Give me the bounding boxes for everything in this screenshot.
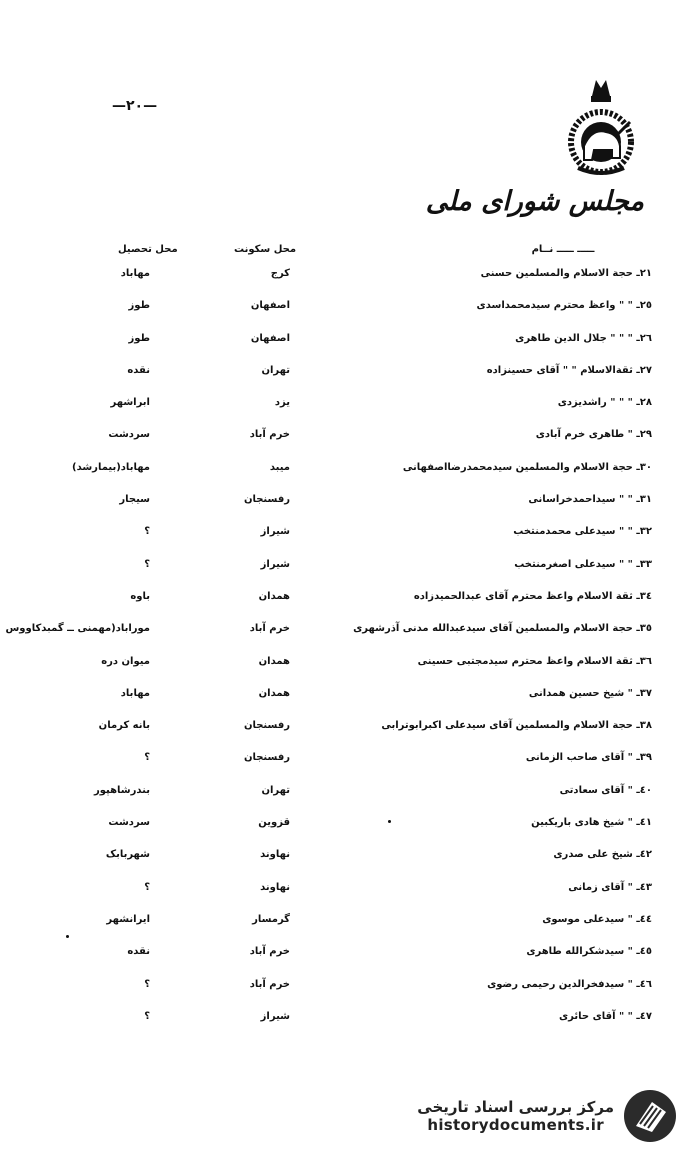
row-place: رفسنجان — [243, 720, 290, 732]
row-study: میوان دره — [101, 655, 150, 667]
table-row — [0, 746, 690, 778]
row-study: ؟ — [144, 1010, 150, 1022]
row-study: نقده — [127, 364, 150, 376]
watermark-url: historydocuments.ir — [427, 1116, 604, 1134]
row-name: ٣٩ـ " آقای صاحب الزمانی — [525, 752, 652, 764]
table-row — [0, 714, 690, 746]
row-place: همدان — [258, 687, 290, 699]
table-row — [0, 908, 690, 940]
row-place: نهاوند — [260, 881, 290, 893]
table-row — [0, 423, 690, 455]
row-place: تهران — [261, 784, 290, 796]
row-place: قزوین — [258, 817, 290, 829]
row-place: اصفهان — [250, 332, 290, 344]
row-name: ٣٢ـ " " سیدعلی محمدمنتخب — [513, 526, 652, 538]
row-name: ٢٩ـ " طاهری خرم آبادی — [535, 429, 652, 441]
row-place: خرم آباد — [249, 978, 290, 990]
column-header-place: محل سکونت — [234, 244, 297, 255]
row-place: رفسنجان — [243, 752, 290, 764]
table-row — [0, 294, 690, 326]
row-study: سردشت — [108, 817, 150, 829]
row-name: ٢٧ـ ثقةالاسلام " " آقای حسینزاده — [486, 364, 652, 376]
row-study: بانه کرمان — [98, 720, 150, 732]
row-name: ٣١ـ " " سیداحمدخراسانی — [528, 494, 652, 506]
row-place: کرج — [270, 268, 290, 279]
row-study: ابراشهر — [110, 397, 150, 409]
table-row — [0, 843, 690, 875]
table-row — [0, 520, 690, 552]
row-study: سیجار — [119, 494, 150, 506]
table-row — [0, 1005, 690, 1037]
table-row — [0, 617, 690, 649]
row-name: ٢٦ـ " " " جلال الدین طاهری — [515, 332, 652, 344]
row-place: شیراز — [260, 526, 290, 538]
watermark-org-name: مرکز بررسی اسناد تاریخی — [417, 1098, 614, 1116]
row-place: یزد — [274, 397, 290, 409]
table-row — [0, 456, 690, 488]
table-row — [0, 391, 690, 423]
row-name: ٤٠ـ " آقای سعادتی — [559, 784, 652, 796]
row-place: شیراز — [260, 558, 290, 570]
row-study: مهاباد — [120, 687, 150, 699]
column-header-study: محل تحصیل — [118, 244, 178, 255]
table-row — [0, 876, 690, 908]
row-name: ٣٣ـ " " سیدعلی اصغرمنتخب — [514, 558, 652, 570]
row-study: طوز — [128, 332, 150, 344]
row-name: ٢٥ـ " " واعظ محترم سیدمحمداسدی — [476, 300, 652, 312]
row-study: ؟ — [144, 526, 150, 538]
parliament-heading: مجلس شورای ملی — [425, 186, 644, 217]
row-place: رفسنجان — [243, 494, 290, 506]
table-row — [0, 973, 690, 1005]
row-place: همدان — [258, 655, 290, 667]
table-row — [0, 940, 690, 972]
table-row — [0, 262, 690, 294]
row-name: ٣٦ـ ثقة الاسلام واعظ محترم سیدمجتبی حسینی — [417, 655, 652, 667]
column-header-names: ـــــ ـــــ نــام — [531, 244, 595, 255]
table-row — [0, 682, 690, 714]
row-name: ٤٢ـ شیخ علی صدری — [553, 849, 652, 861]
row-name: ٣٥ـ حجة الاسلام والمسلمین آقای سیدعبدالله مدنی آذرشهری — [353, 623, 652, 635]
lion-and-sun-emblem-icon — [562, 74, 640, 180]
row-study: ایرانشهر — [106, 913, 150, 925]
row-name: ٣٧ـ " شیخ حسین همدانی — [528, 687, 652, 699]
row-place: نهاوند — [260, 849, 290, 861]
row-study: مهاباد(بیمارشد) — [72, 461, 150, 473]
row-place: شیراز — [260, 1010, 290, 1022]
table-row — [0, 811, 690, 843]
table-row — [0, 488, 690, 520]
row-study: ؟ — [144, 752, 150, 764]
row-name: ٤٦ـ " سیدفخرالدین رحیمی رضوی — [487, 978, 652, 990]
row-place: خرم آباد — [249, 429, 290, 441]
row-name: ٤٣ـ " آقای زمانی — [568, 881, 652, 893]
row-study: شهربابک — [105, 849, 150, 861]
row-study: ؟ — [144, 558, 150, 570]
row-name: ٣٠ـ حجة الاسلام والمسلمین سیدمحمدرضااصفهانی — [402, 461, 652, 473]
archive-logo-icon — [622, 1088, 678, 1144]
row-study: مهاباد — [120, 268, 150, 279]
table-row — [0, 359, 690, 391]
stray-dot — [66, 935, 69, 938]
names-table — [0, 262, 690, 1037]
row-place: تهران — [261, 364, 290, 376]
table-row — [0, 650, 690, 682]
row-study: سردشت — [108, 429, 150, 441]
row-name: ٣٨ـ حجة الاسلام والمسلمین آقای سیدعلی اکبرابوترابی — [381, 720, 652, 732]
row-place: خرم آباد — [249, 623, 290, 635]
table-row — [0, 779, 690, 811]
row-study: موراباد(مهمنی ــ گمبدکاووس — [5, 623, 150, 635]
row-name: ٤٤ـ " سیدعلی موسوی — [542, 913, 652, 925]
row-study: طوز — [128, 300, 150, 312]
row-study: باوه — [130, 590, 150, 602]
row-name: ٤٧ـ " " آقای حائری — [559, 1010, 652, 1022]
row-study: ؟ — [144, 881, 150, 893]
row-study: ؟ — [144, 978, 150, 990]
row-study: نقده — [127, 946, 150, 958]
stray-dot — [388, 820, 391, 823]
row-name: ٣٤ـ ثقة الاسلام واعظ محترم آقای عبدالحمیدزاده — [413, 590, 652, 602]
row-name: ٤٥ـ " سیدشکرالله طاهری — [526, 946, 652, 958]
row-place: اصفهان — [250, 300, 290, 312]
row-place: میبد — [269, 461, 290, 473]
row-place: همدان — [258, 590, 290, 602]
watermark — [417, 1088, 678, 1144]
table-row — [0, 553, 690, 585]
row-study: بندرشاهپور — [93, 784, 150, 796]
row-name: ٢١ـ حجة الاسلام والمسلمین حسنی — [480, 268, 652, 279]
row-name: ٢٨ـ " " " راشدیزدی — [557, 397, 652, 409]
page-number: —٢٠— — [112, 98, 158, 114]
row-place: خرم آباد — [249, 946, 290, 958]
table-row — [0, 327, 690, 359]
table-row — [0, 585, 690, 617]
row-place: گرمسار — [252, 913, 290, 925]
row-name: ٤١ـ " شیخ هادی باریکبین — [531, 817, 652, 829]
